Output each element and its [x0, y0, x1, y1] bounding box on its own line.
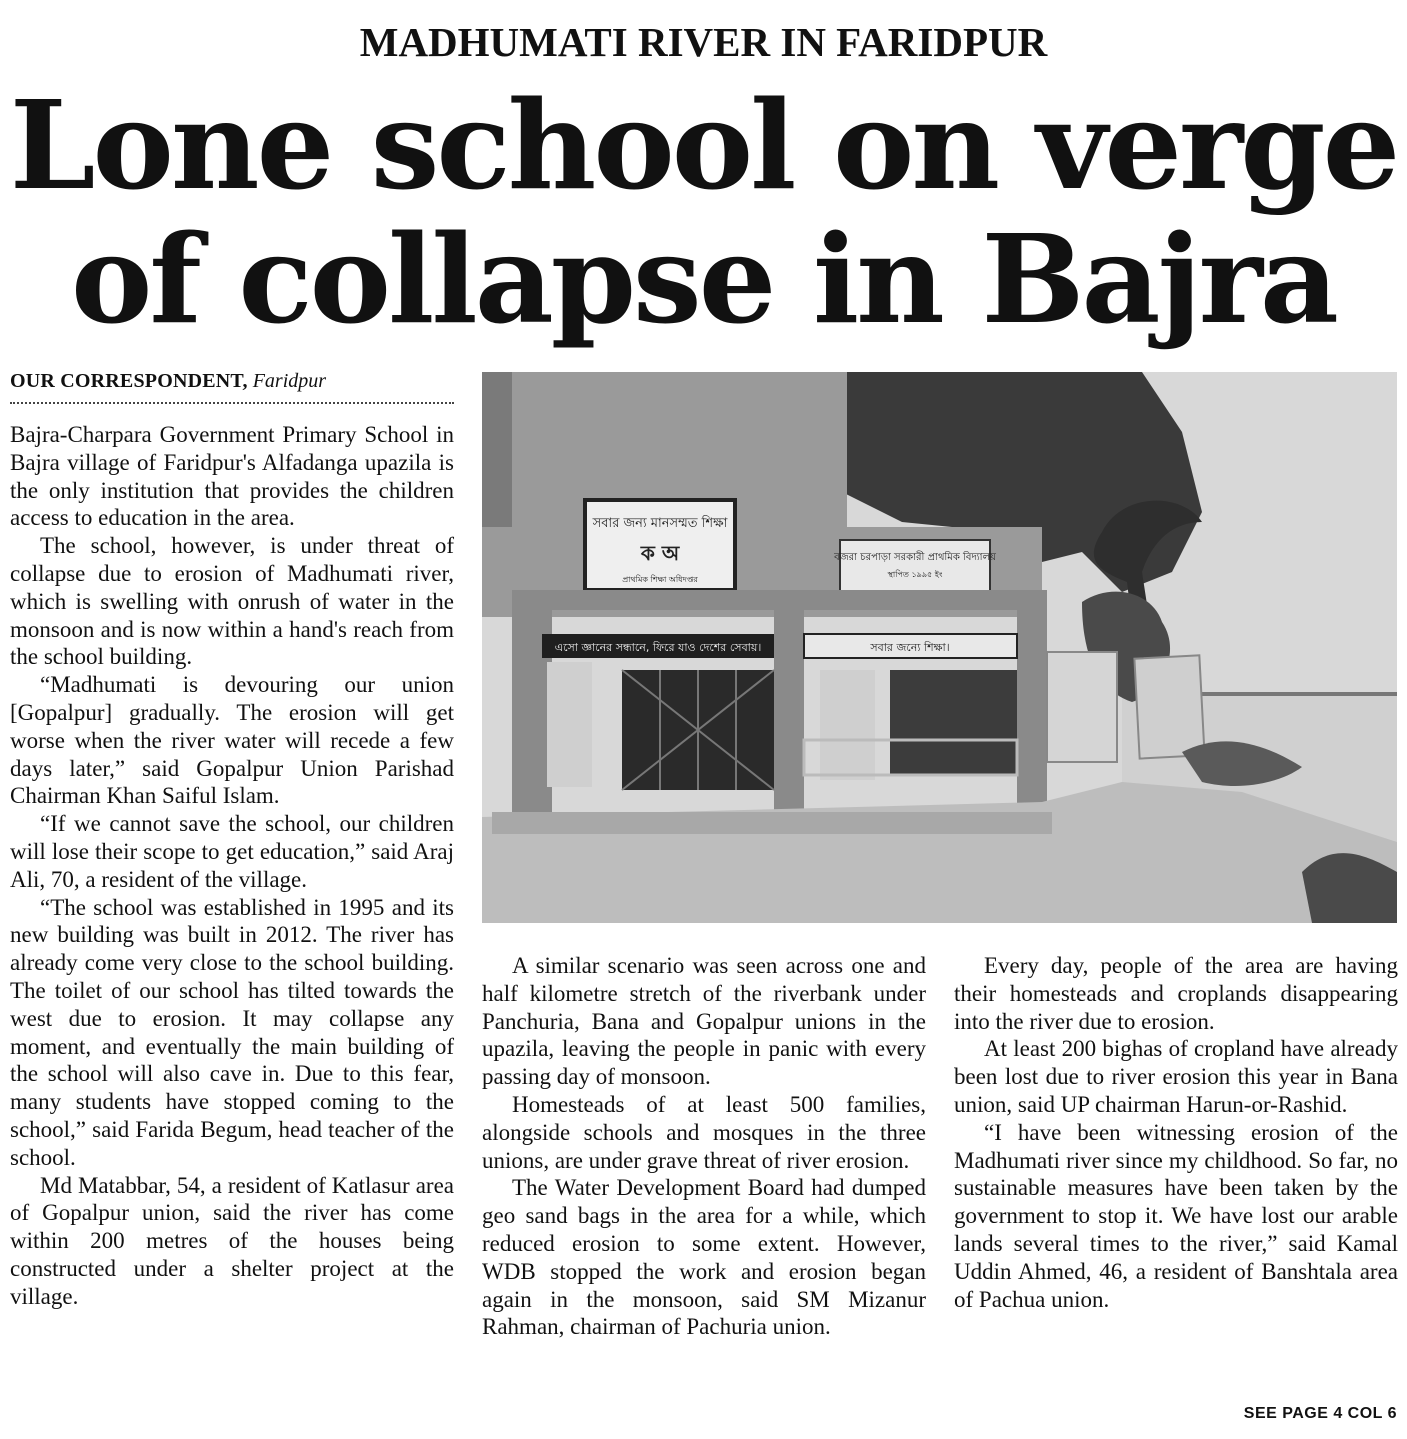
byline-location: Faridpur: [252, 370, 327, 392]
byline-divider: [10, 402, 454, 404]
paragraph: “Madhumati is devouring our union [Gopalpur] gradually. The erosion will get worse when the river water will recede a few days later,” said Gopalpur Union Parishad Chairman Khan Saiful Islam.: [10, 672, 454, 809]
byline-author: OUR CORRESPONDENT,: [10, 370, 248, 392]
article-column-2: [482, 952, 926, 1341]
news-photo: [482, 372, 1397, 923]
photo-sign-right: [840, 540, 990, 595]
paragraph: Homesteads of at least 500 families, alongside schools and mosques in the three unions, are under grave threat of river erosion.: [482, 1091, 926, 1173]
paragraph: “If we cannot save the school, our children will lose their scope to get education,” said Araj Ali, 70, a resident of the village.: [10, 811, 454, 892]
photo-toilet-block: [1047, 652, 1117, 762]
photo-banner-left-text: এসো জ্ঞানের সন্ধানে, ফিরে যাও দেশের সেবায়।: [554, 641, 762, 654]
article-column-3: [954, 952, 1398, 1313]
jump-line: SEE PAGE 4 COL 6: [1243, 1405, 1397, 1422]
paragraph: The Water Development Board had dumped geo sand bags in the area for a while, which reduced erosion to some extent. However, WDB stopped the work and erosion began again in the monsoon, said SM Mizanur Rahman, chairman of Pachuria union.: [482, 1175, 926, 1340]
paragraph: “I have been witnessing erosion of the Madhumati river since my childhood. So far, no sustainable measures have been taken by the government to stop it. We have lost our arable lands several times to the river,” said Kamal Uddin Ahmed, 46, a resident of Banshtala area of Pachua union.: [954, 1119, 1398, 1312]
photo-pillar: [774, 597, 804, 837]
paragraph: At least 200 bighas of cropland have already been lost due to river erosion this year in Bana union, said UP chairman Harun-or-Rashid.: [954, 1036, 1398, 1117]
photo-banner-right-text: সবার জন্যে শিক্ষা।: [870, 641, 950, 654]
headline: [0, 73, 1407, 351]
photo-door: [547, 662, 592, 787]
photo-sign-left-sub: প্রাথমিক শিক্ষা অধিদপ্তর: [622, 575, 698, 584]
photo-sign-left-letters: ক অ: [640, 541, 680, 565]
photo-sign-left-text: সবার জন্য মানসম্মত শিক্ষা: [592, 516, 728, 531]
headline-line-2: of collapse in Bajra: [71, 207, 1336, 351]
paragraph: Every day, people of the area are having their homesteads and croplands disappearing into the river due to erosion.: [954, 953, 1398, 1034]
photo-veranda: [890, 670, 1017, 775]
photo-sign-right-sub: স্থাপিত ১৯৯৫ ইং: [887, 570, 943, 579]
photo-upper-wall-shade: [482, 372, 512, 532]
headline-line-1: Lone school on verge: [9, 73, 1398, 217]
photo-door: [820, 670, 875, 780]
kicker: MADHUMATI RIVER IN FARIDPUR: [359, 19, 1048, 65]
paragraph: Bajra-Charpara Government Primary School in Bajra village of Faridpur's Alfadanga upazila is the only institution that provides the children access to education in the area.: [10, 422, 454, 531]
paragraph: Md Matabbar, 54, a resident of Katlasur area of Gopalpur union, said the river has come within 200 metres of the houses being constructed under a shelter project at the village.: [10, 1172, 454, 1309]
photo-sign-right-text: বজরা চরপাড়া সরকারী প্রাথমিক বিদ্যালয়: [834, 552, 996, 563]
school-building-photo: [482, 372, 1397, 923]
paragraph: “The school was established in 1995 and its new building was built in 2012. The river has already come very close to the school building. The toilet of our school has tilted towards the west due to erosion. It may collapse any moment, and eventually the main building of the school will also cave in. Due to this fear, many students have stopped coming to the school,” said Farida Begum, head teacher of the school.: [10, 894, 454, 1170]
photo-pillar: [512, 597, 552, 837]
photo-pillar: [1017, 597, 1047, 817]
byline: [10, 368, 455, 394]
photo-beam: [512, 590, 1047, 610]
paragraph: The school, however, is under threat of collapse due to erosion of Madhumati river, which is swelling with onrush of water in the monsoon and is now within a hand's reach from the school building.: [10, 533, 454, 670]
paragraph: A similar scenario was seen across one and half kilometre stretch of the riverbank under Panchuria, Bana and Gopalpur unions in the upazila, leaving the people in panic with every passing day of monsoon.: [482, 953, 926, 1090]
article-column-1: [10, 421, 454, 1311]
photo-footpath: [492, 812, 1052, 834]
photo-toilet-block: [1134, 655, 1204, 758]
